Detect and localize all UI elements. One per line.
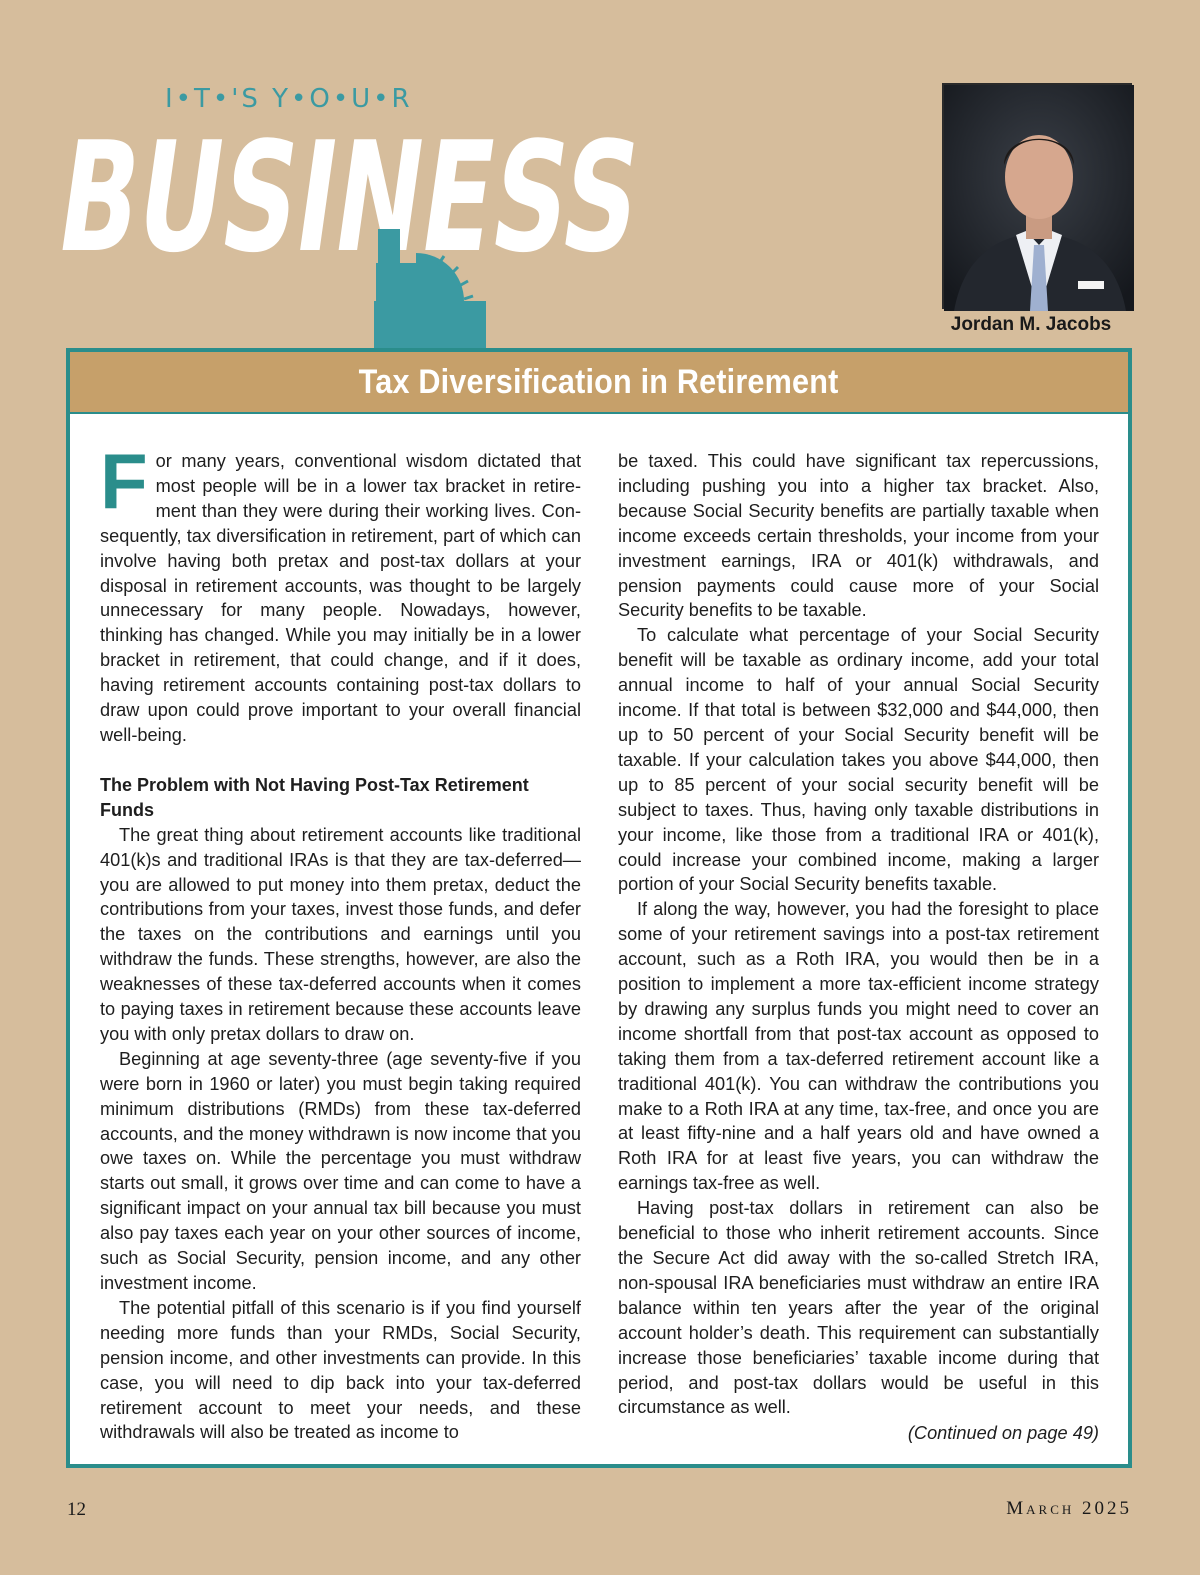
- article-paragraph: Beginning at age seventy-three (age seventy-five if you were born in 1960 or later) you must begin taking required minimum distributions (RMDs) from these tax-deferred accounts, and the money withdrawn is now income that you owe taxes on. While the percentage you must withdraw starts out small, it grows over time and can come to have a significant impact on your annual tax bill because you must also pay taxes each year on your other sources of income, such as Social Security, pension income, and any other investment income.: [100, 1048, 581, 1293]
- article-paragraph: Having post-tax dollars in retirement can also be beneficial to those who inherit retirement accounts. Since the Secure Act did away with the so-called Stretch IRA, non-spousal IRA beneficiaries must withdraw an entire IRA balance within ten years after the year of the original account holder’s death. This requirement can substantially increase those beneficiaries’ taxable income during that period, and post-tax dollars would be useful in this circumstance as well.: [618, 1198, 1099, 1418]
- article-column-right: [618, 449, 1099, 1446]
- paragraph-text: or many years, conventional wisdom dictated that most people will be in a lower tax bracket in retirement than they were during their working lives. Consequently, tax diversification in retirement, part of which can involve having both pretax and post-tax dollars at your disposal in retirement accounts, was thought to be largely unnecessary for many people. Nowadays, however, thinking has changed. While you may initially be in a lower bracket in retirement, that could change, and if it does, having retirement accounts containing post-tax dollars to draw upon could prove important to your overall financial well-being.: [100, 451, 581, 745]
- article-frame: [66, 348, 1132, 1468]
- article-paragraph: The potential pitfall of this scenario is if you find yourself needing more funds than your RMDs, Social Security, pension income, and other investments can provide. In this case, you will need to dip back into your tax-deferred retirement account to meet your needs, and these withdrawals will also be treated as income to: [100, 1297, 581, 1443]
- masthead-title: BUSINESS: [47, 109, 922, 287]
- author-name: Jordan M. Jacobs: [950, 314, 1112, 335]
- author-portrait-image: [944, 85, 1134, 311]
- drop-cap: F: [100, 437, 148, 525]
- article-paragraph: If along the way, however, you had the foresight to place some of your retirement savings into a post-tax retirement account, such as a Roth IRA, you would then be in a position to implement a more tax-efficient income strategy by drawing any surplus funds you might need to cover an income shortfall from that post-tax account as opposed to taking them from a tax-deferred retirement account like a traditional 401(k). You can withdraw the contributions you make to a Roth IRA at any time, tax-free, and once you are at least fifty-nine and a half years old and have owned a Roth IRA for at least five years, you can withdraw the earnings tax-free as well.: [618, 899, 1099, 1194]
- article-paragraph: To calculate what percentage of your Social Security benefit will be taxable as ordinary income, add your total annual income to half of your annual Social Security income. If that total is between $32,000 and $44,000, then up to 50 percent of your Social Security benefit will be taxable. If your calculation takes you above $44,000, then up to 85 percent of your social security benefit will be subject to taxes. Thus, having only taxable distributions in your income, like those from a traditional IRA or 401(k), could increase your combined income, making a larger portion of your Social Security benefits taxable.: [618, 625, 1099, 895]
- article-paragraph: be taxed. This could have significant tax repercussions, including pushing you into a higher tax bracket. Also, because Social Security benefits are partially taxable when income exceeds certain thresholds, your income from your investment earnings, IRA or 401(k) withdrawals, and pension payments could cause more of your Social Security benefits to be taxable.: [618, 451, 1099, 621]
- article-subhead: The Problem with Not Having Post-Tax Retirement Funds: [100, 774, 529, 820]
- article-title: Tax Diversification in Retirement: [359, 362, 839, 401]
- page-number: 12: [67, 1499, 86, 1520]
- article-column-left: [100, 437, 581, 1445]
- issue-date: March 2025: [1006, 1498, 1132, 1519]
- article-paragraph: The great thing about retirement accounts like traditional 401(k)s and traditional IRAs is that they are tax-deferred—you are allowed to put money into them pretax, deduct the contributions from your taxes, invest those funds, and defer the taxes on the contributions and earnings until you withdraw the funds. These strengths, however, are also the weaknesses of these tax-deferred accounts when it comes to paying taxes in retirement because these accounts leave you with only pretax dollars to draw on.: [100, 824, 581, 1044]
- masthead-kicker: I•T•'S Y•O•U•R: [165, 84, 413, 114]
- article-title-bar: [70, 352, 1128, 414]
- author-photo: [942, 83, 1132, 309]
- continued-note: (Continued on page 49): [907, 1423, 1099, 1444]
- article-paragraph: [100, 437, 581, 748]
- masthead-logo: [47, 109, 922, 355]
